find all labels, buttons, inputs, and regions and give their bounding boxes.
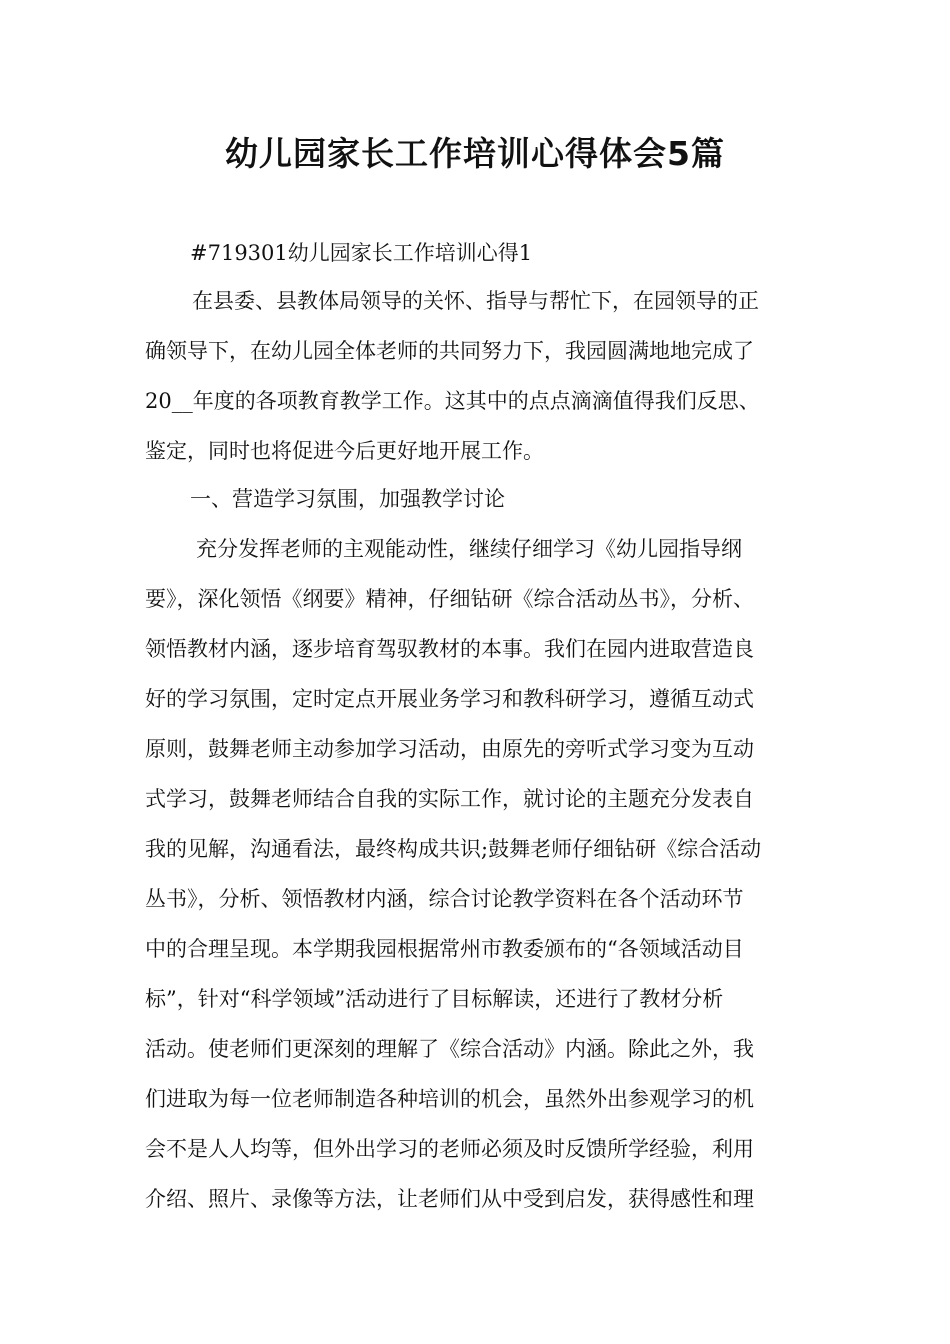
paragraph-line: 鉴定，同时也将促进今后更好地开展工作。	[145, 439, 544, 463]
section-heading-1: #719301幼儿园家长工作培训心得1	[190, 241, 533, 265]
paragraph-line: 中的合理呈现。本学期我园根据常州市教委颁布的“各领域活动目	[145, 937, 744, 961]
paragraph-line: 确领导下，在幼儿园全体老师的共同努力下，我园圆满地地完成了	[145, 339, 754, 363]
paragraph-line: 丛书》，分析、领悟教材内涵，综合讨论教学资料在各个活动环节	[145, 887, 744, 911]
paragraph-line: 式学习，鼓舞老师结合自我的实际工作，就讨论的主题充分发表自	[145, 787, 754, 811]
paragraph-line: 我的见解，沟通看法，最终构成共识;鼓舞老师仔细钻研《综合活动	[145, 837, 762, 861]
paragraph-line: 标”，针对“科学领域”活动进行了目标解读，还进行了教材分析	[145, 987, 724, 1011]
paragraph-line: 会不是人人均等，但外出学习的老师必须及时反馈所学经验，利用	[145, 1137, 754, 1161]
paragraph-line: 充分发挥老师的主观能动性，继续仔细学习《幼儿园指导纲	[196, 537, 742, 561]
paragraph-line: 介绍、照片、录像等方法，让老师们从中受到启发，获得感性和理	[145, 1187, 754, 1211]
paragraph-line: 在县委、县教体局领导的关怀、指导与帮忙下，在园领导的正	[192, 289, 759, 313]
section-heading-2: 一、营造学习氛围，加强教学讨论	[190, 487, 505, 511]
paragraph-line: 20__年度的各项教育教学工作。这其中的点点滴滴值得我们反思、	[145, 389, 760, 413]
paragraph-line: 要》，深化领悟《纲要》精神，仔细钻研《综合活动丛书》，分析、	[145, 587, 754, 611]
paragraph-line: 们进取为每一位老师制造各种培训的机会，虽然外出参观学习的机	[145, 1087, 754, 1111]
paragraph-line: 原则，鼓舞老师主动参加学习活动，由原先的旁听式学习变为互动	[145, 737, 754, 761]
paragraph-line: 领悟教材内涵，逐步培育驾驭教材的本事。我们在园内进取营造良	[145, 637, 754, 661]
paragraph-line: 好的学习氛围，定时定点开展业务学习和教科研学习，遵循互动式	[145, 687, 754, 711]
document-title: 幼儿园家长工作培训心得体会5篇	[225, 134, 725, 173]
paragraph-line: 活动。使老师们更深刻的理解了《综合活动》内涵。除此之外，我	[145, 1037, 754, 1061]
